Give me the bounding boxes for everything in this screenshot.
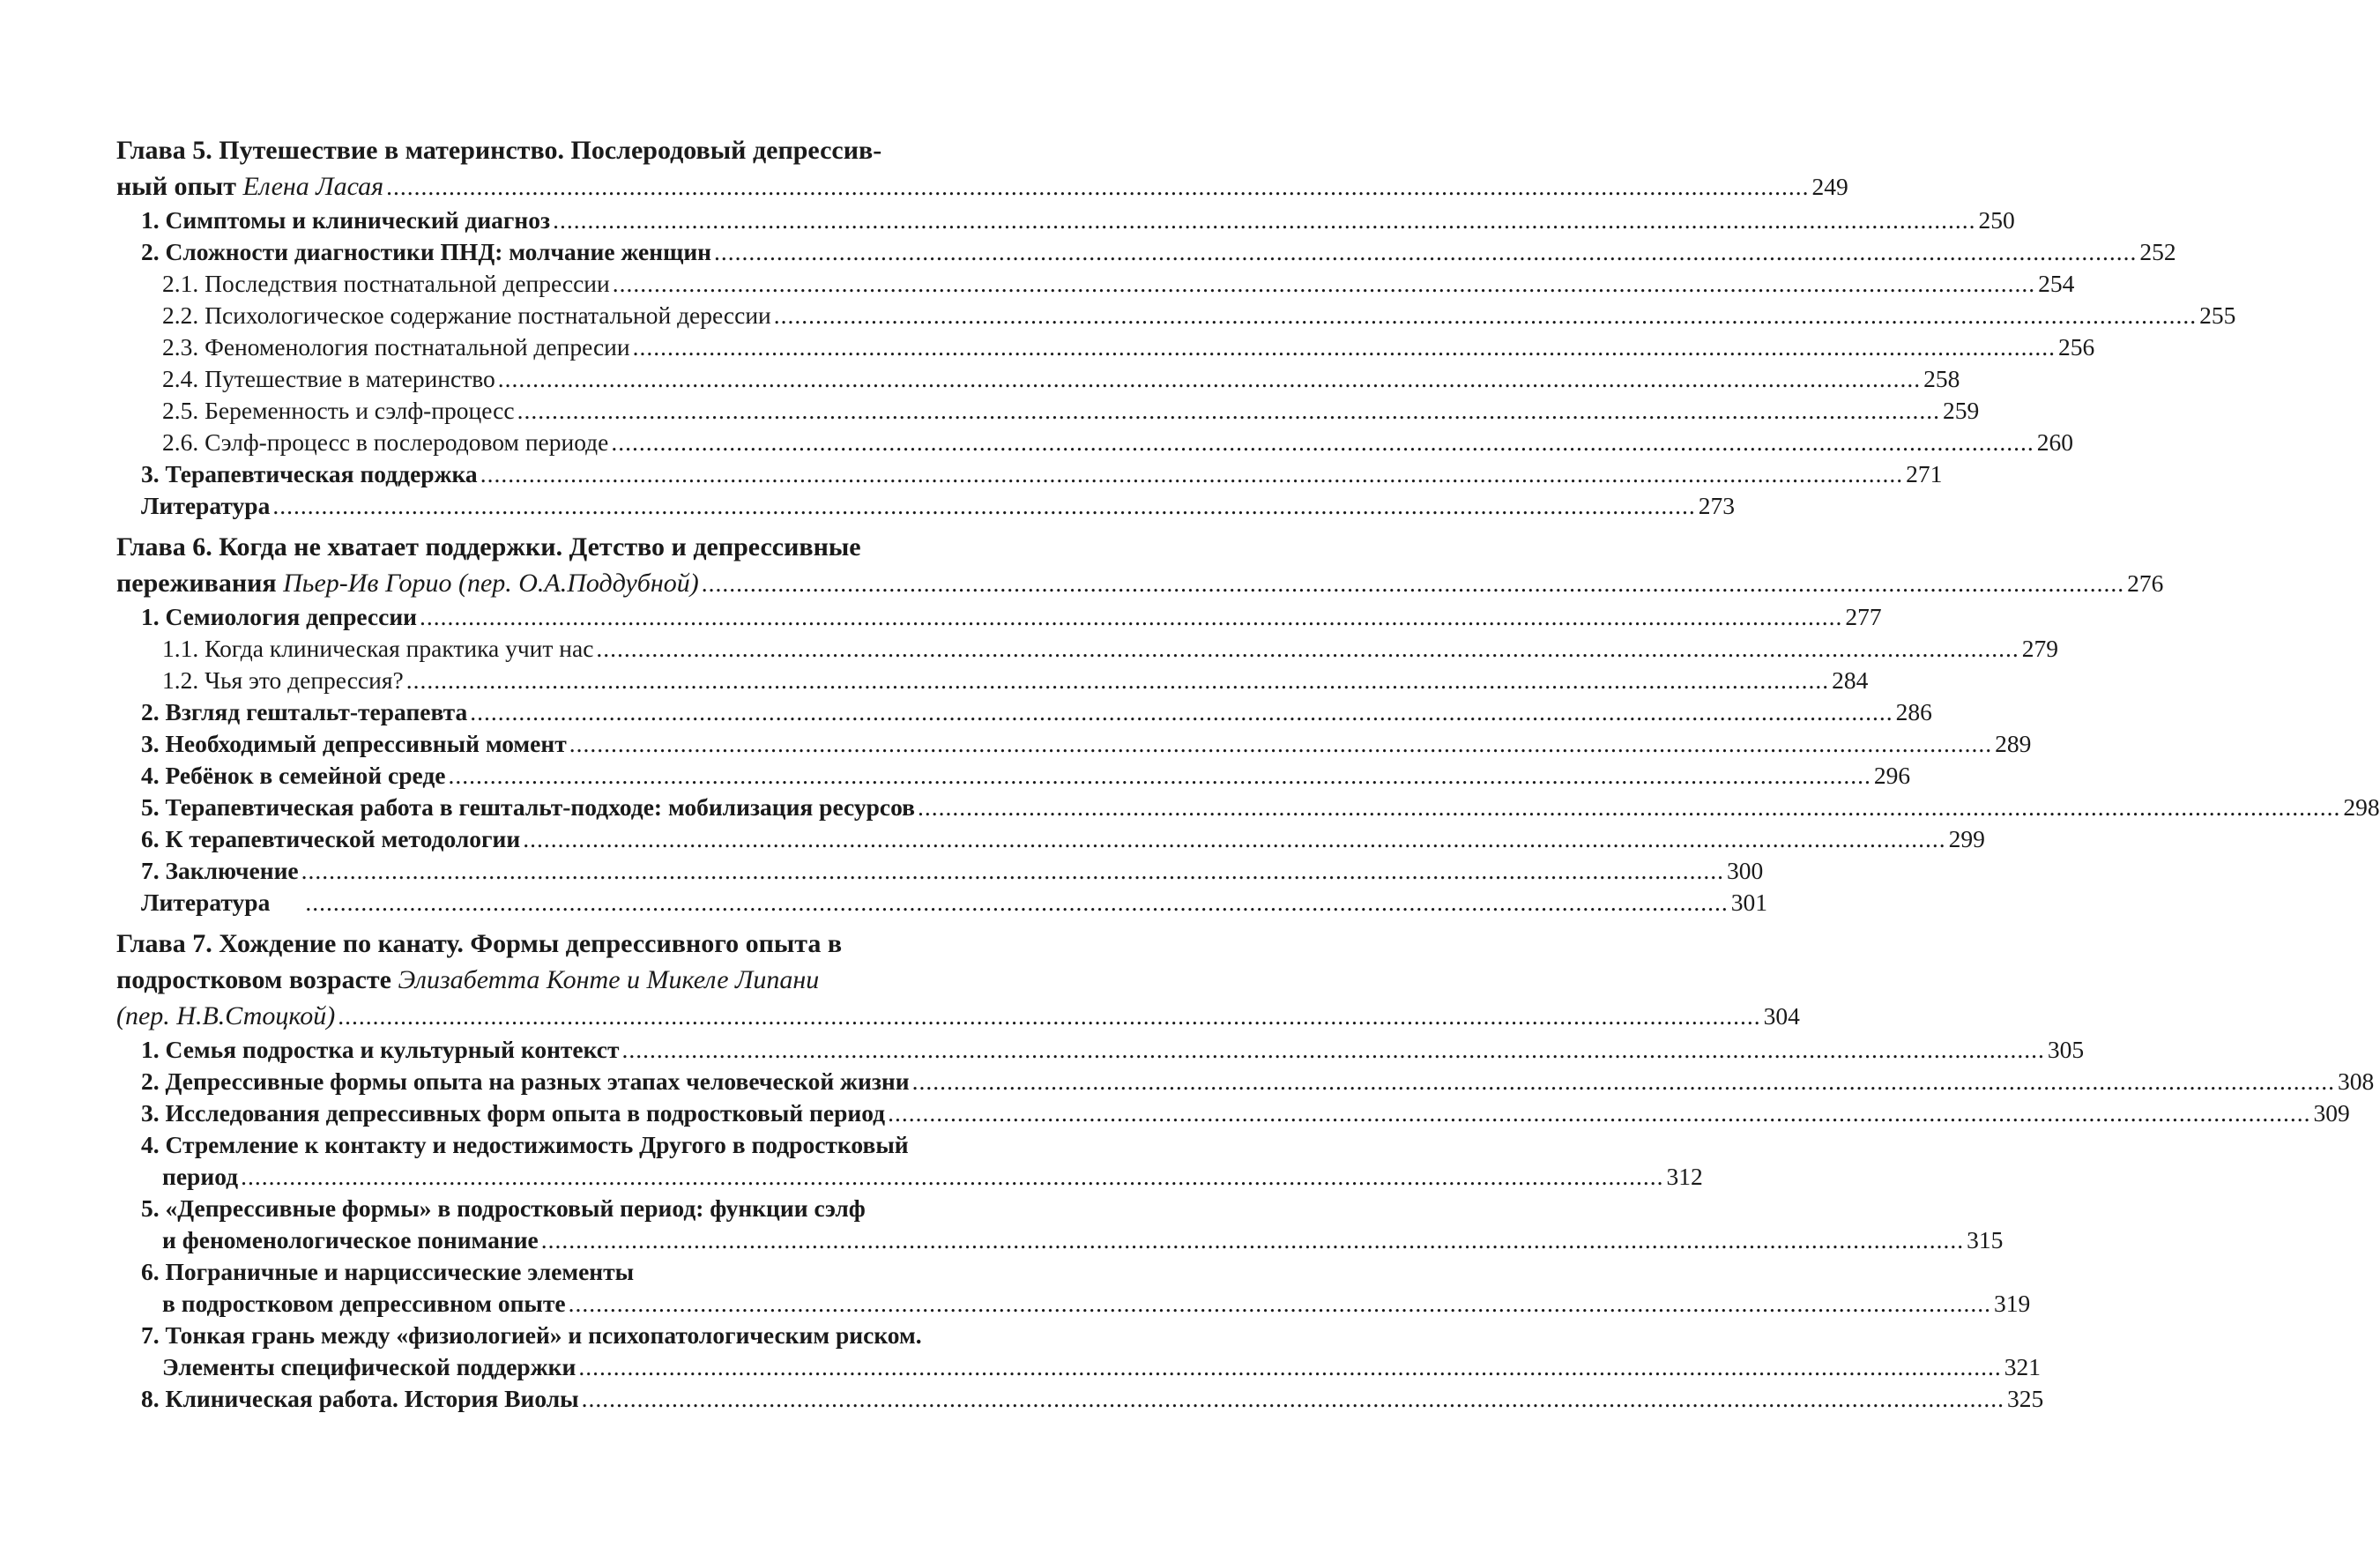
toc-entry-first-line: 5. «Депрессивные формы» в подростковый период: функции сэлф [141, 1194, 866, 1222]
chapter-5-page: 249 [1811, 173, 1848, 200]
toc-entry: 5. Терапевтическая работа в гештальт-подходе: мобилизация ресурсов ..... 298 [116, 792, 954, 823]
toc-entry-first-line: 7. Тонкая грань между «физиологией» и психопатологическим риском. [141, 1321, 922, 1349]
chapter-7-title: Глава 7. Хождение по канату. Формы депрессивного опыта в [116, 929, 843, 958]
chapter-6-page: 276 [2127, 569, 2164, 597]
toc-entry: 6. К терапевтической методологии ..... 299 [116, 823, 954, 855]
chapter-5-title-end [116, 168, 1848, 205]
chapter-7-title-end [116, 998, 1800, 1034]
chapter-6-title: Глава 6. Когда не хватает поддержки. Детство и депрессивные [116, 532, 861, 562]
toc-subentry: 2.2. Психологическое содержание постнатальной дерессии ..... 255 [116, 300, 954, 331]
toc-entry: Литература ..... 273 [116, 490, 954, 522]
chapter-7-page: 304 [1763, 1002, 1800, 1030]
toc-entry-continuation: в подростковом депрессивном опыте ..... 319 [116, 1288, 954, 1320]
toc-entry: 1. Семья подростка и культурный контекст ..... 305 [116, 1034, 954, 1066]
toc-entry: 4. Ребёнок в семейной среде ..... 296 [116, 760, 954, 792]
toc-subentry: 2.3. Феноменология постнатальной депресии ..... 256 [116, 331, 954, 363]
toc-entry-first-line: 4. Стремление к контакту и недостижимость Другого в подростковый [141, 1131, 909, 1158]
toc-entry: 2. Взгляд гештальт-терапевта ..... 286 [116, 696, 954, 728]
toc-subentry: 2.4. Путешествие в материнство ..... 258 [116, 363, 954, 395]
chapter-7-translator: (пер. Н.В.Стоцкой) [116, 1001, 336, 1030]
toc-entry: 2. Сложности диагностики ПНД: молчание женщин ..... 252 [116, 236, 954, 268]
chapter-6-author: Пьер-Ив Горио (пер. О.А.Поддубной) [283, 569, 699, 598]
toc-entry-continuation: и феноменологическое понимание ..... 315 [116, 1224, 954, 1256]
toc-subentry: 1.1. Когда клиническая практика учит нас ..... 279 [116, 633, 954, 665]
toc-entry: 3. Терапевтическая поддержка ..... 271 [116, 458, 954, 490]
toc-subentry: 2.5. Беременность и сэлф-процесс ..... 259 [116, 395, 954, 427]
chapter-5-title-cont: ный опыт [116, 172, 236, 201]
toc-subentry: 2.6. Сэлф-процесс в послеродовом периоде ..... 260 [116, 427, 954, 458]
chapter-5-title: Глава 5. Путешествие в материнство. Послеродовый депрессив- [116, 136, 882, 165]
toc-entry: 8. Клиническая работа. История Виолы ..... 325 [116, 1383, 954, 1415]
toc-entry: 3. Исследования депрессивных форм опыта в подростковый период ..... 309 [116, 1097, 954, 1129]
chapter-7-title-line2 [116, 962, 954, 998]
chapter-7-author: Элизабетта Конте и Микеле Липани [398, 965, 820, 994]
toc-entry-continuation: период ..... 312 [116, 1161, 954, 1193]
toc-subentry: 1.2. Чья это депрессия? ..... 284 [116, 665, 954, 696]
table-of-contents [116, 132, 2380, 1415]
toc-entry: 2. Депрессивные формы опыта на разных этапах человеческой жизни ..... 308 [116, 1066, 954, 1097]
toc-entry: 3. Необходимый депрессивный момент ..... 289 [116, 728, 954, 760]
toc-entry-first-line: 6. Пограничные и нарциссические элементы [141, 1258, 635, 1285]
toc-entry-continuation: Элементы специфической поддержки ..... 321 [116, 1351, 954, 1383]
chapter-5-author: Елена Ласая [242, 172, 384, 201]
chapter-7-title-cont: подростковом возрасте [116, 965, 391, 994]
chapter-6-title-cont: переживания [116, 569, 277, 598]
toc-subentry: 2.1. Последствия постнатальной депрессии ..... 254 [116, 268, 954, 300]
toc-entry: 7. Заключение ..... 300 [116, 855, 954, 887]
chapter-6-title-end [116, 565, 2164, 601]
toc-entry: 1. Симптомы и клинический диагноз ..... 250 [116, 205, 954, 236]
toc-entry: Литература ..... 301 [116, 887, 954, 919]
toc-entry: 1. Семиология депрессии ..... 277 [116, 601, 954, 633]
